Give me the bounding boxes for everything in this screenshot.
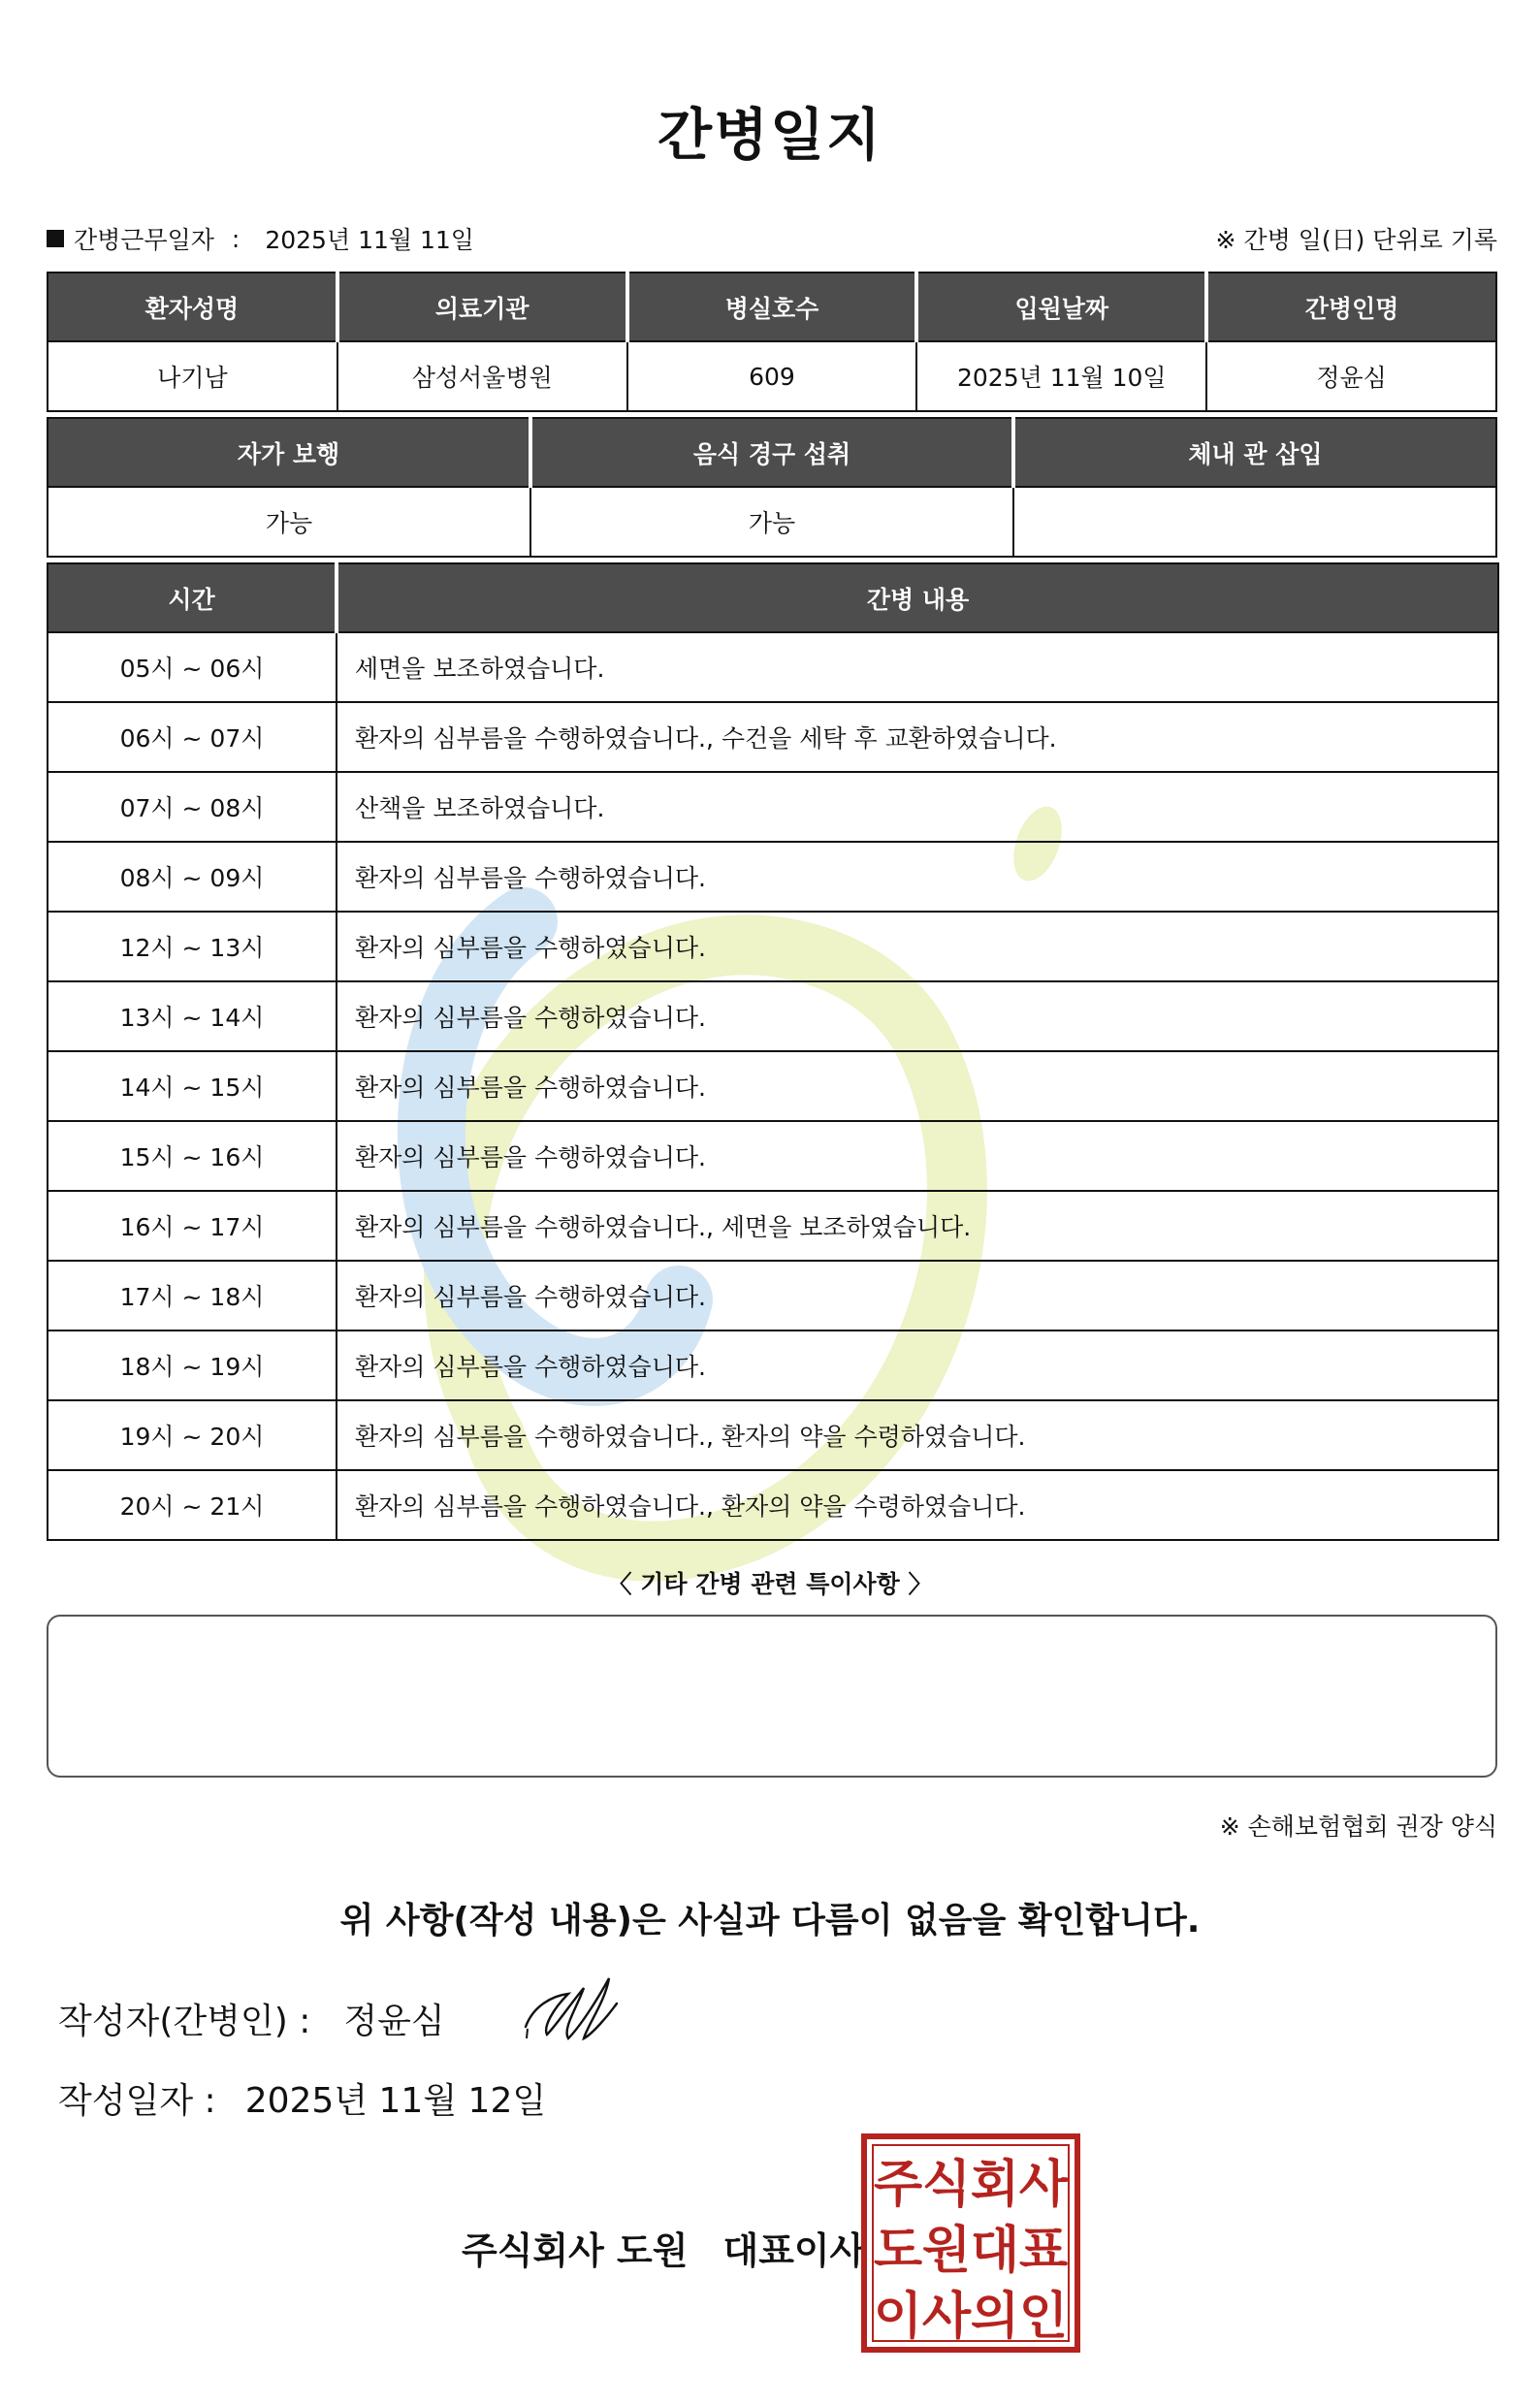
- written-date-row: [58, 2073, 546, 2123]
- care-content-cell: 환자의 심부름을 수행하였습니다., 수건을 세탁 후 교환하였습니다.: [337, 702, 1498, 772]
- care-content-cell: 환자의 심부름을 수행하였습니다.: [337, 981, 1498, 1051]
- writer-row: [58, 1994, 445, 2043]
- care-content-cell: 산책을 보조하였습니다.: [337, 772, 1498, 842]
- company-seal-stamp-icon: [861, 2133, 1080, 2353]
- time-cell: 16시 ~ 17시: [48, 1191, 337, 1261]
- tube-insertion-value: [1013, 487, 1496, 557]
- time-cell: 14시 ~ 15시: [48, 1051, 337, 1121]
- meta-row: [47, 221, 1497, 256]
- seal-character: 표: [1018, 2222, 1069, 2280]
- table-row: [48, 1331, 1498, 1400]
- work-date-colon: :: [231, 224, 241, 253]
- table-row: [48, 632, 1498, 702]
- table-header-row: [48, 418, 1496, 487]
- table-row: [48, 842, 1498, 912]
- caregiver-name: 정윤심: [1206, 341, 1496, 411]
- table-row: [48, 1191, 1498, 1261]
- time-cell: 12시 ~ 13시: [48, 912, 337, 981]
- care-content-cell: 환자의 심부름을 수행하였습니다.: [337, 912, 1498, 981]
- seal-character: 도: [873, 2222, 923, 2280]
- time-cell: 08시 ~ 09시: [48, 842, 337, 912]
- time-cell: 20시 ~ 21시: [48, 1470, 337, 1540]
- patient-ability-table: [47, 417, 1497, 558]
- header-patient-name: 환자성명: [48, 273, 337, 341]
- handwritten-signature-icon: [524, 1967, 630, 2054]
- care-content-cell: 환자의 심부름을 수행하였습니다.: [337, 1331, 1498, 1400]
- care-content-cell: 환자의 심부름을 수행하였습니다.: [337, 1121, 1498, 1191]
- oral-intake-value: 가능: [530, 487, 1013, 557]
- seal-character: 인: [1018, 2288, 1069, 2346]
- remarks-box[interactable]: [47, 1615, 1497, 1778]
- self-walking-value: 가능: [48, 487, 530, 557]
- work-date-group: [47, 221, 474, 256]
- patient-info-table: [47, 272, 1497, 412]
- care-content-cell: 세면을 보조하였습니다.: [337, 632, 1498, 702]
- written-date-label: 작성일자 :: [58, 2081, 216, 2121]
- care-content-cell: 환자의 심부름을 수행하였습니다.: [337, 1261, 1498, 1331]
- time-cell: 15시 ~ 16시: [48, 1121, 337, 1191]
- care-log-table: [47, 562, 1499, 1541]
- seal-character: 사: [921, 2288, 972, 2346]
- work-date-label: 간병근무일자: [74, 226, 214, 254]
- seal-character: 대: [970, 2222, 1020, 2280]
- table-row: [48, 1470, 1498, 1540]
- ceo-title: 대표이사: [722, 2229, 866, 2272]
- care-log-body: [48, 632, 1498, 1540]
- patient-name: 나기남: [48, 341, 337, 411]
- care-content-cell: 환자의 심부름을 수행하였습니다.: [337, 842, 1498, 912]
- time-cell: 05시 ~ 06시: [48, 632, 337, 702]
- confirmation-statement: 위 사항(작성 내용)은 사실과 다름이 없음을 확인합니다.: [339, 1901, 1201, 1940]
- table-row: [48, 1051, 1498, 1121]
- header-admission-date: 입원날짜: [916, 273, 1206, 341]
- time-cell: 17시 ~ 18시: [48, 1261, 337, 1331]
- time-cell: 13시 ~ 14시: [48, 981, 337, 1051]
- seal-character: 사: [1018, 2156, 1069, 2214]
- record-unit-note: ※ 간병 일(日) 단위로 기록: [1215, 226, 1497, 254]
- black-square-icon: [47, 230, 64, 247]
- time-cell: 06시 ~ 07시: [48, 702, 337, 772]
- seal-character: 의: [970, 2288, 1020, 2346]
- writer-name: 정윤심: [343, 2002, 445, 2041]
- care-content-cell: 환자의 심부름을 수행하였습니다., 환자의 약을 수령하였습니다.: [337, 1470, 1498, 1540]
- seal-character: 식: [921, 2156, 972, 2214]
- header-room-number: 병실호수: [627, 273, 917, 341]
- admission-date: 2025년 11월 10일: [916, 341, 1206, 411]
- page-title: 간병일지: [657, 102, 883, 168]
- written-date-value: 2025년 11월 12일: [244, 2081, 547, 2121]
- company-name: 주식회사 도원: [462, 2229, 689, 2272]
- header-oral-intake: 음식 경구 섭취: [530, 418, 1013, 487]
- room-number: 609: [627, 341, 917, 411]
- header-caregiver-name: 간병인명: [1206, 273, 1496, 341]
- table-row: [48, 981, 1498, 1051]
- table-row: [48, 772, 1498, 842]
- table-row: [48, 341, 1496, 411]
- table-row: [48, 912, 1498, 981]
- time-cell: 18시 ~ 19시: [48, 1331, 337, 1400]
- seal-character: 이: [873, 2288, 923, 2346]
- table-header-row: [48, 563, 1498, 632]
- care-content-cell: 환자의 심부름을 수행하였습니다., 세면을 보조하였습니다.: [337, 1191, 1498, 1261]
- table-header-row: [48, 273, 1496, 341]
- remarks-title: 〈 기타 간병 관련 특이사항 〉: [607, 1570, 933, 1598]
- header-time: 시간: [48, 563, 337, 632]
- header-self-walking: 자가 보행: [48, 418, 530, 487]
- time-cell: 07시 ~ 08시: [48, 772, 337, 842]
- work-date-value: 2025년 11월 11일: [265, 226, 474, 254]
- table-row: [48, 1261, 1498, 1331]
- table-row: [48, 1400, 1498, 1470]
- care-content-cell: 환자의 심부름을 수행하였습니다., 환자의 약을 수령하였습니다.: [337, 1400, 1498, 1470]
- header-care-content: 간병 내용: [337, 563, 1498, 632]
- time-cell: 19시 ~ 20시: [48, 1400, 337, 1470]
- header-hospital: 의료기관: [337, 273, 627, 341]
- seal-character: 주: [873, 2156, 923, 2214]
- company-signature-line: [462, 2221, 865, 2274]
- recommend-note: ※ 손해보험협회 권장 양식: [1219, 1812, 1497, 1841]
- table-row: [48, 487, 1496, 557]
- seal-character: 회: [970, 2156, 1020, 2214]
- writer-label: 작성자(간병인) :: [58, 2002, 311, 2041]
- care-content-cell: 환자의 심부름을 수행하였습니다.: [337, 1051, 1498, 1121]
- table-row: [48, 702, 1498, 772]
- header-tube-insertion: 체내 관 삽입: [1013, 418, 1496, 487]
- seal-character: 원: [921, 2222, 972, 2280]
- table-row: [48, 1121, 1498, 1191]
- hospital-name: 삼성서울병원: [337, 341, 627, 411]
